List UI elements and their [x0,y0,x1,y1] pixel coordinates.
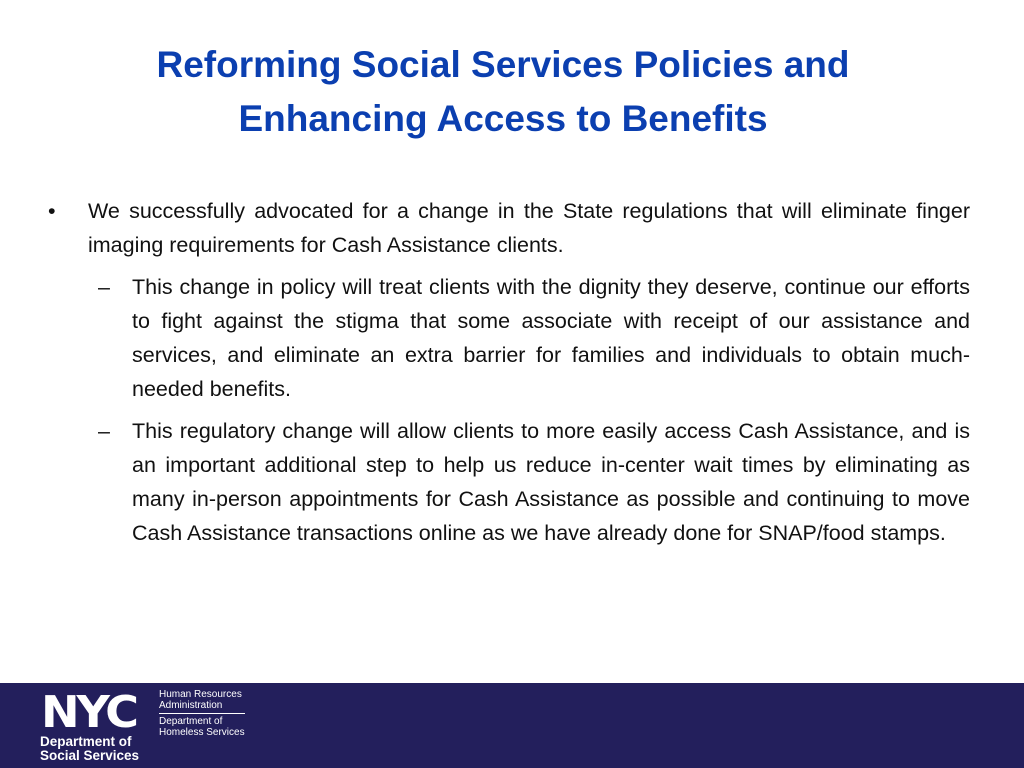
dss-line-2: Social Services [40,748,140,763]
footer-bar [0,683,1024,768]
bullet-marker: • [48,199,56,223]
title-line-1: Reforming Social Services Policies and [156,44,850,85]
slide-content [48,194,970,558]
bullet-item [48,194,970,262]
hra-line-1: Human Resources [159,689,242,700]
dss-line-1: Department of [40,734,132,749]
sub-bullet-text: This regulatory change will allow clients to more easily access Cash Assistance, and is an important additional step to help us reduce in-center wait times by eliminating as many in-person appointments for Cash Assistance as possible and continuing to move Cash Assistance transactions online as we have already done for SNAP/food stamps. [132,419,970,545]
dhs-line-2: Homeless Services [159,727,245,738]
agency-divider [159,713,245,714]
bullet-text: We successfully advocated for a change in the State regulations that will eliminate finger imaging requirements for Cash Assistance clients. [88,199,970,257]
sub-bullet-text: This change in policy will treat clients with the dignity they deserve, continue our efforts to fight against the stigma that some associate with receipt of our assistance and services, and eliminate an extra barrier for families and individuals to obtain much-needed benefits. [132,275,970,401]
dash-marker: – [98,275,110,299]
sub-bullet-item [98,414,970,550]
title-line-2: Enhancing Access to Benefits [238,98,768,139]
agency-list [159,689,245,738]
dash-marker: – [98,419,110,443]
slide-title [0,38,1006,146]
dhs-line-1: Department of [159,716,223,727]
dss-name [40,735,139,763]
sub-bullet-item [98,270,970,406]
nyc-logo: NYC [41,687,136,738]
hra-line-2: Administration [159,700,223,711]
